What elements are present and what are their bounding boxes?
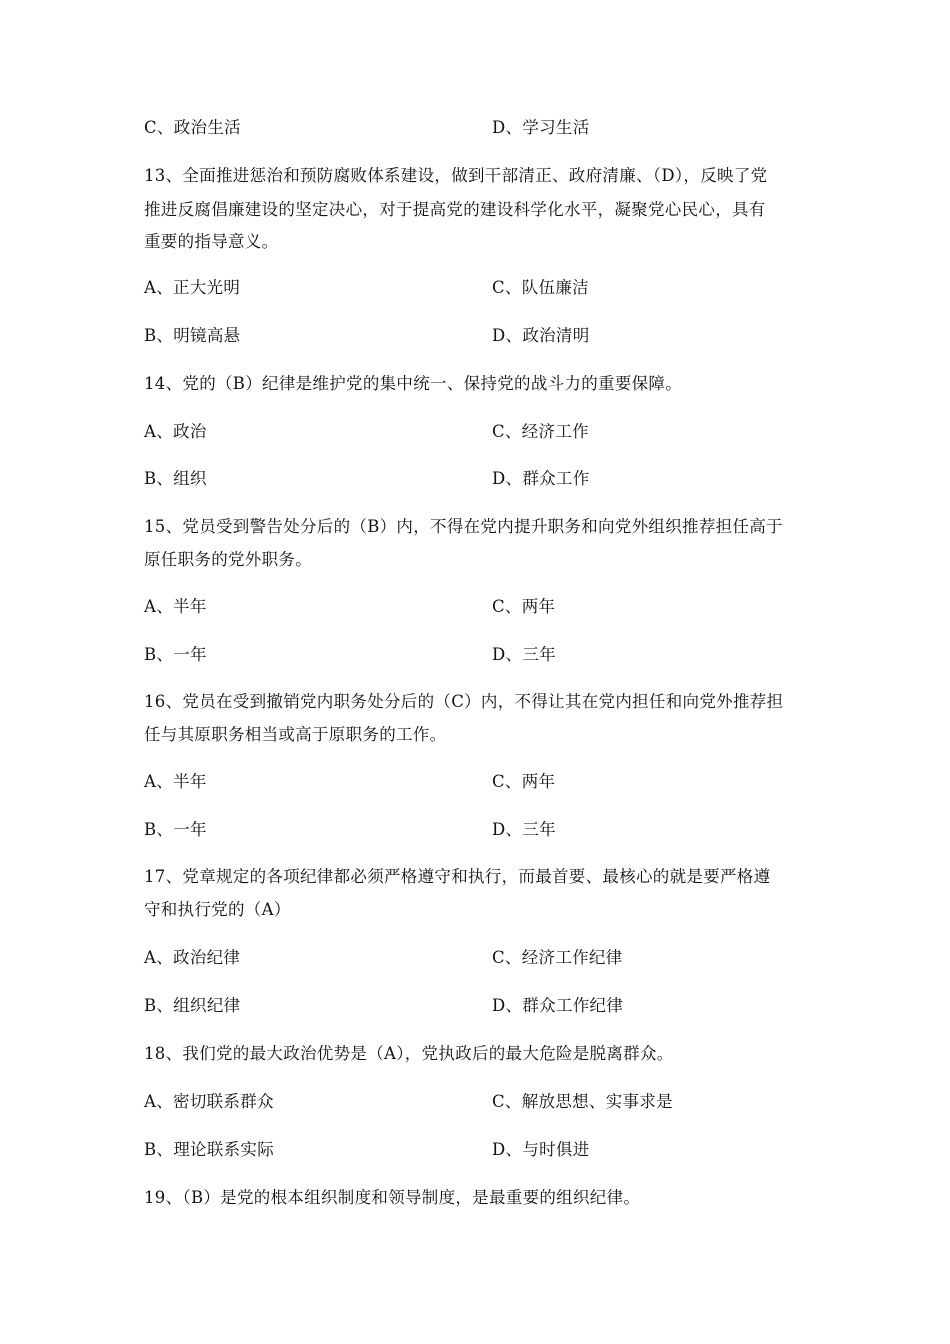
q16-option-c: C、两年 — [492, 772, 556, 791]
q18-option-c: C、解放思想、实事求是 — [492, 1092, 673, 1111]
q15-text-line-1: 15、党员受到警告处分后的（B）内，不得在党内提升职务和向党外组织推荐担任高于 — [144, 517, 783, 536]
q17-option-a: A、政治纪律 — [144, 948, 241, 967]
q16-option-b: B、一年 — [144, 820, 207, 839]
q15-text-line-2: 原任职务的党外职务。 — [144, 550, 312, 569]
q13-option-a: A、正大光明 — [144, 278, 241, 297]
q14-option-d: D、群众工作 — [492, 469, 590, 488]
q18-option-a: A、密切联系群众 — [144, 1092, 274, 1111]
q15-option-b: B、一年 — [144, 645, 207, 664]
q13-option-c: C、队伍廉洁 — [492, 278, 589, 297]
q17-text-line-2: 守和执行党的（A） — [144, 900, 291, 919]
q14-option-a: A、政治 — [144, 422, 207, 441]
q18-text-line-1: 18、我们党的最大政治优势是（A），党执政后的最大危险是脱离群众。 — [144, 1044, 674, 1063]
q13-option-b: B、明镜高悬 — [144, 326, 241, 345]
q17-option-c: C、经济工作纪律 — [492, 948, 623, 967]
q17-text-line-1: 17、党章规定的各项纪律都必须严格遵守和执行，而最首要、最核心的就是要严格遵 — [144, 867, 771, 886]
q12-option-d: D、学习生活 — [492, 118, 590, 137]
q13-text-line-1: 13、全面推进惩治和预防腐败体系建设，做到干部清正、政府清廉、（D），反映了党 — [144, 166, 768, 185]
q18-option-d: D、与时俱进 — [492, 1140, 590, 1159]
q13-text-line-2: 推进反腐倡廉建设的坚定决心，对于提高党的建设科学化水平，凝聚党心民心，具有 — [144, 200, 766, 219]
q19-text-line-1: 19、（B）是党的根本组织制度和领导制度，是最重要的组织纪律。 — [144, 1188, 641, 1207]
q14-option-b: B、组织 — [144, 469, 207, 488]
q15-option-a: A、半年 — [144, 597, 207, 616]
q16-text-line-1: 16、党员在受到撤销党内职务处分后的（C）内，不得让其在党内担任和向党外推荐担 — [144, 692, 784, 711]
q17-option-b: B、组织纪律 — [144, 996, 241, 1015]
q16-option-a: A、半年 — [144, 772, 207, 791]
q15-option-c: C、两年 — [492, 597, 556, 616]
q18-option-b: B、理论联系实际 — [144, 1140, 275, 1159]
q17-option-d: D、群众工作纪律 — [492, 996, 624, 1015]
q14-text-line-1: 14、党的（B）纪律是维护党的集中统一、保持党的战斗力的重要保障。 — [144, 374, 683, 393]
q12-option-c: C、政治生活 — [144, 118, 241, 137]
q16-text-line-2: 任与其原职务相当或高于原职务的工作。 — [144, 725, 447, 744]
q14-option-c: C、经济工作 — [492, 422, 589, 441]
q16-option-d: D、三年 — [492, 820, 556, 839]
q13-text-line-3: 重要的指导意义。 — [144, 232, 279, 251]
q15-option-d: D、三年 — [492, 645, 556, 664]
q13-option-d: D、政治清明 — [492, 326, 590, 345]
